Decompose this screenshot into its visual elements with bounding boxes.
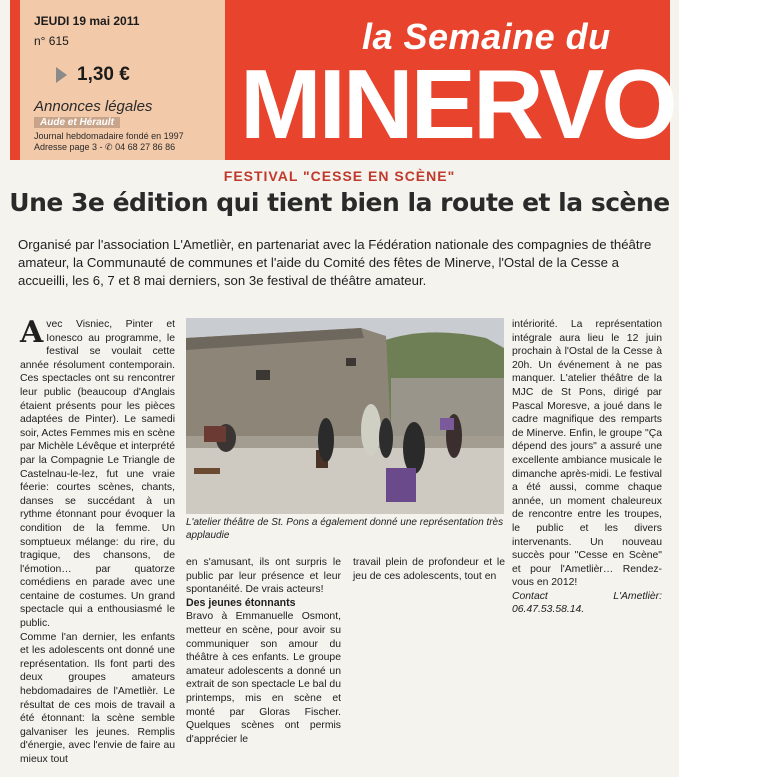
column-2 [186, 556, 341, 746]
issue-date: JEUDI 19 mai 2011 [34, 14, 140, 28]
article-headline: Une 3e édition qui tient bien la route et la scène [9, 188, 670, 217]
masthead [10, 0, 761, 160]
article-lead: Organisé par l'association L'Ametlièr, en partenariat avec la Fédération nationale des compagnies de théâtre amateur, la Communauté de communes et l'aide du Comité des fêtes de Minerve, l'Ostal de la Cesse a accueilli, les 6, 7 et 8 mai derniers, son 3e festival de théâtre amateur. [18, 237, 652, 288]
masthead-title: MINERVOIS [240, 49, 761, 159]
region-label: Aude et Hérault [34, 117, 120, 128]
paragraph: en s'amusant, ils ont surpris le public par leur présence et leur spontanéité. De vrais acteurs! [186, 557, 341, 596]
address-line: Adresse page 3 - ✆ 04 68 27 86 86 [34, 142, 176, 152]
paragraph: travail plein de profondeur et le jeu de ces adolescents, tout en [353, 557, 505, 582]
founded-line: Journal hebdomadaire fondé en 1997 [34, 131, 184, 141]
issue-number: n° 615 [34, 34, 69, 48]
paragraph: Comme l'an dernier, les enfants et les adolescents ont donné une représentation. Ils font parti des deux groupes amateurs hebdomadaires de l'Ametlièr. Le résultat de ces mois de travail a été étonnant: la scène semble galvaniser les jeunes. Remplis d'énergie, avec l'envie de faire au mieux tout [20, 631, 175, 765]
legal-notices-label: Annonces légales [34, 98, 153, 115]
paragraph: Bravo à Emmanuelle Osmont, metteur en scène, pour avoir su communiquer son amour du théâtre à ces enfants. Le groupe amateur adolescents a donné un extrait de son spectacle Le bal du printemps, mis en scène et monté par Gloras Fischer. Quelques scènes ont permis d'apprécier le [186, 611, 341, 745]
article-photo [186, 318, 504, 514]
photo-illustration [186, 318, 504, 514]
paragraph [20, 315, 175, 631]
masthead-info-panel [20, 0, 225, 160]
photo-caption: L'atelier théâtre de St. Pons a également donné une représentation très applaudie [186, 517, 504, 541]
article-kicker: FESTIVAL "CESSE EN SCÈNE" [223, 168, 456, 184]
contact-line: Contact L'Ametlièr: 06.47.53.58.14. [512, 590, 662, 616]
paragraph: intériorité. La représentation intégrale aura lieu le 12 juin prochain à l'Ostal de la Cesse à 20h. Un événement à ne pas manquer. L'atelier théâtre de la MJC de St Pons, dirigé par Pascal Moresve, a joué dans le cadre magnifique des remparts de Minerve. Enfin, le groupe "Ça dépend des jours" a assuré une excellente ambiance musicale le dimanche après-midi. Le festival a été aussi, comme chaque année, un moment chaleureux de rencontre entre les troupes, le public et les divers intervenants. Un nouveau succès pour "Cesse en Scène" et pour l'Ametlièr… Rendez-vous en 2012! [512, 319, 662, 589]
column-4 [512, 318, 662, 617]
column-3 [353, 556, 505, 583]
price: 1,30 € [77, 64, 130, 85]
price-arrow-icon [56, 67, 67, 83]
paragraph-text: vec Visniec, Pinter et Ionesco au programme, le festival se voulait cette année résolument contemporain. Ces spectacles ont su rencontrer leur public (beaucoup d'Anglais étaient présents pour les pièces adaptées de Pinter). Le samedi soir, Actes Femmes mis en scène par Michèle Lévêque et interprété par la Compagnie Le Triangle de Castelnau-le-lez, fut une vraie féerie: courtes scènes, chants, danses se succédant à un rythme étonnant pour évoquer la condition de la femme. Un somptueux mélange: du rire, du tragique, des chansons, de l'émotion… par quatorze comédiens en parade avec une centaine de costumes. Un grand spectacle qui a enthousiasmé le public. [20, 319, 175, 630]
column-1 [20, 315, 175, 767]
masthead-tagline: la Semaine du [362, 16, 611, 57]
subheading: Des jeunes étonnants [186, 596, 296, 609]
drop-cap: A [20, 315, 44, 350]
price-block [56, 64, 130, 86]
